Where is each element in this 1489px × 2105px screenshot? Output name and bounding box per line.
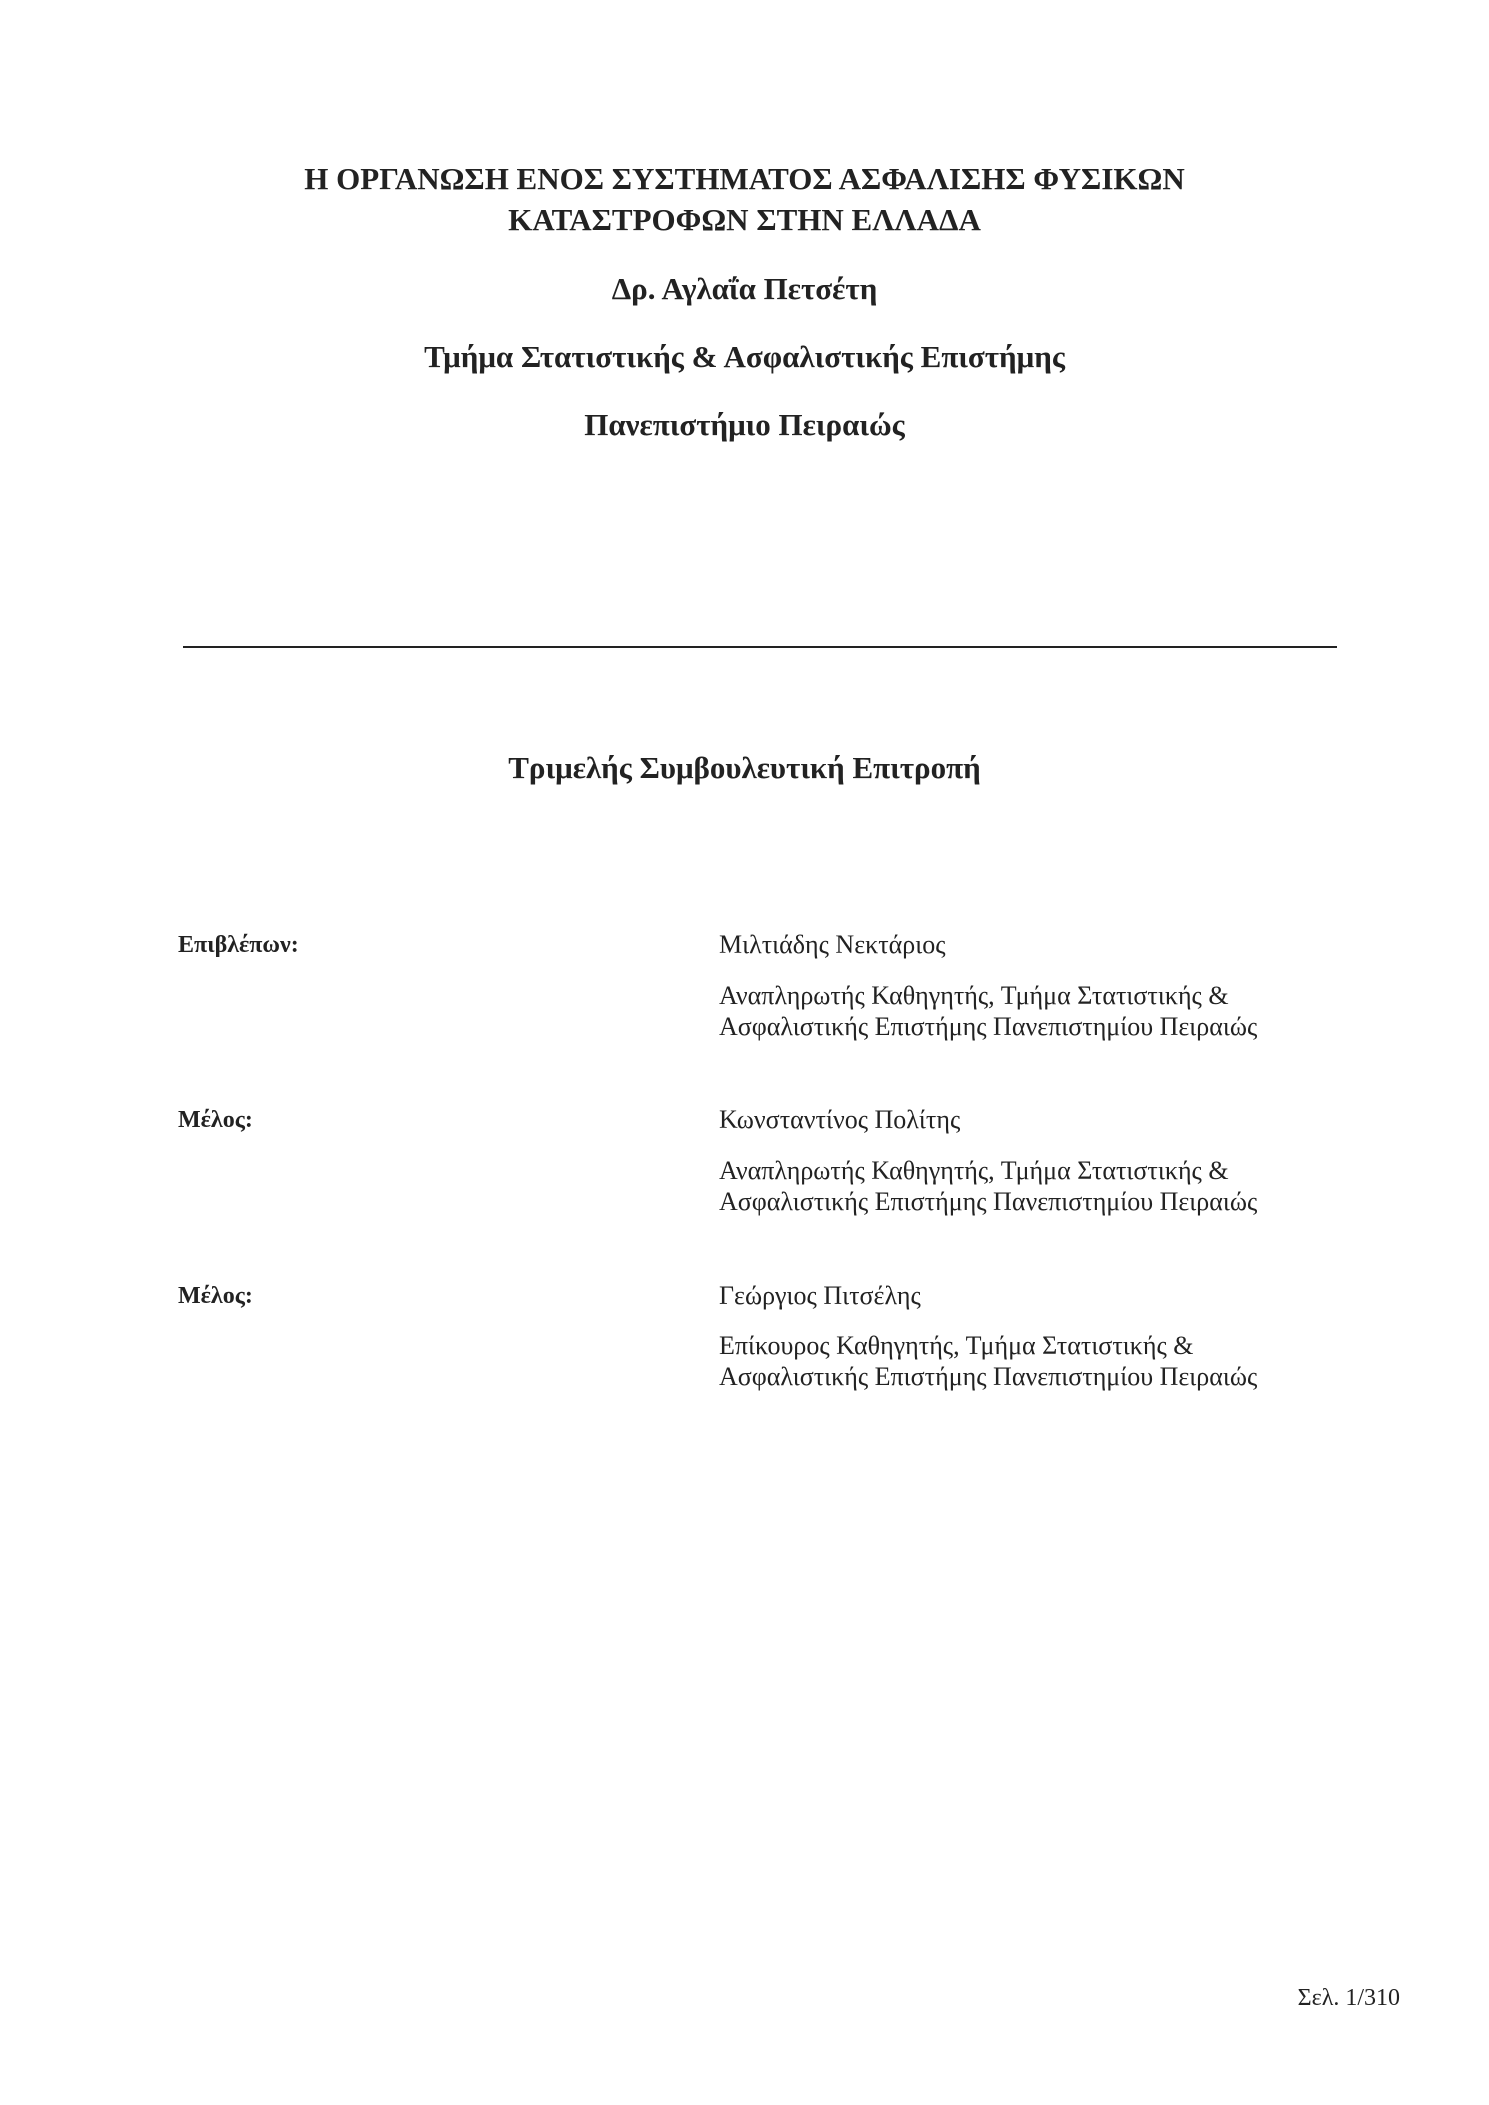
affiliation-line: Αναπληρωτής Καθηγητής, Τμήμα Στατιστικής & xyxy=(719,981,1229,1010)
thesis-title-line-1: Η ΟΡΓΑΝΩΣΗ ΕΝΟΣ ΣΥΣΤΗΜΑΤΟΣ ΑΣΦΑΛΙΣΗΣ ΦΥΣΙΚΩΝ xyxy=(304,161,1185,196)
committee-heading: Τριμελής Συμβουλευτική Επιτροπή xyxy=(508,750,981,785)
committee-member-name: Γεώργιος Πιτσέλης xyxy=(719,1281,921,1310)
committee-member-affiliation xyxy=(719,980,1359,1042)
university-name: Πανεπιστήμιο Πειραιώς xyxy=(584,407,905,442)
committee-member-affiliation xyxy=(719,1330,1359,1392)
horizontal-divider xyxy=(183,646,1337,648)
committee-member-affiliation xyxy=(719,1155,1359,1217)
committee-member-name: Μιλτιάδης Νεκτάριος xyxy=(719,930,946,959)
thesis-title xyxy=(0,158,1489,240)
committee-member-role: Επιβλέπων: xyxy=(178,932,299,958)
department-name: Τμήμα Στατιστικής & Ασφαλιστικής Επιστήμης xyxy=(424,339,1065,374)
affiliation-line: Ασφαλιστικής Επιστήμης Πανεπιστημίου Πειραιώς xyxy=(719,1187,1258,1216)
committee-member-role: Μέλος: xyxy=(178,1107,253,1133)
affiliation-line: Επίκουρος Καθηγητής, Τμήμα Στατιστικής & xyxy=(719,1331,1194,1360)
affiliation-line: Ασφαλιστικής Επιστήμης Πανεπιστημίου Πειραιώς xyxy=(719,1362,1258,1391)
thesis-title-line-2: ΚΑΤΑΣΤΡΟΦΩΝ ΣΤΗΝ ΕΛΛΑΔΑ xyxy=(508,202,981,237)
page-number: Σελ. 1/310 xyxy=(1297,1985,1400,2011)
committee-member-name: Κωνσταντίνος Πολίτης xyxy=(719,1105,961,1134)
affiliation-line: Αναπληρωτής Καθηγητής, Τμήμα Στατιστικής & xyxy=(719,1156,1229,1185)
affiliation-line: Ασφαλιστικής Επιστήμης Πανεπιστημίου Πειραιώς xyxy=(719,1012,1258,1041)
committee-member-role: Μέλος: xyxy=(178,1283,253,1309)
author-name: Δρ. Αγλαΐα Πετσέτη xyxy=(611,271,878,306)
